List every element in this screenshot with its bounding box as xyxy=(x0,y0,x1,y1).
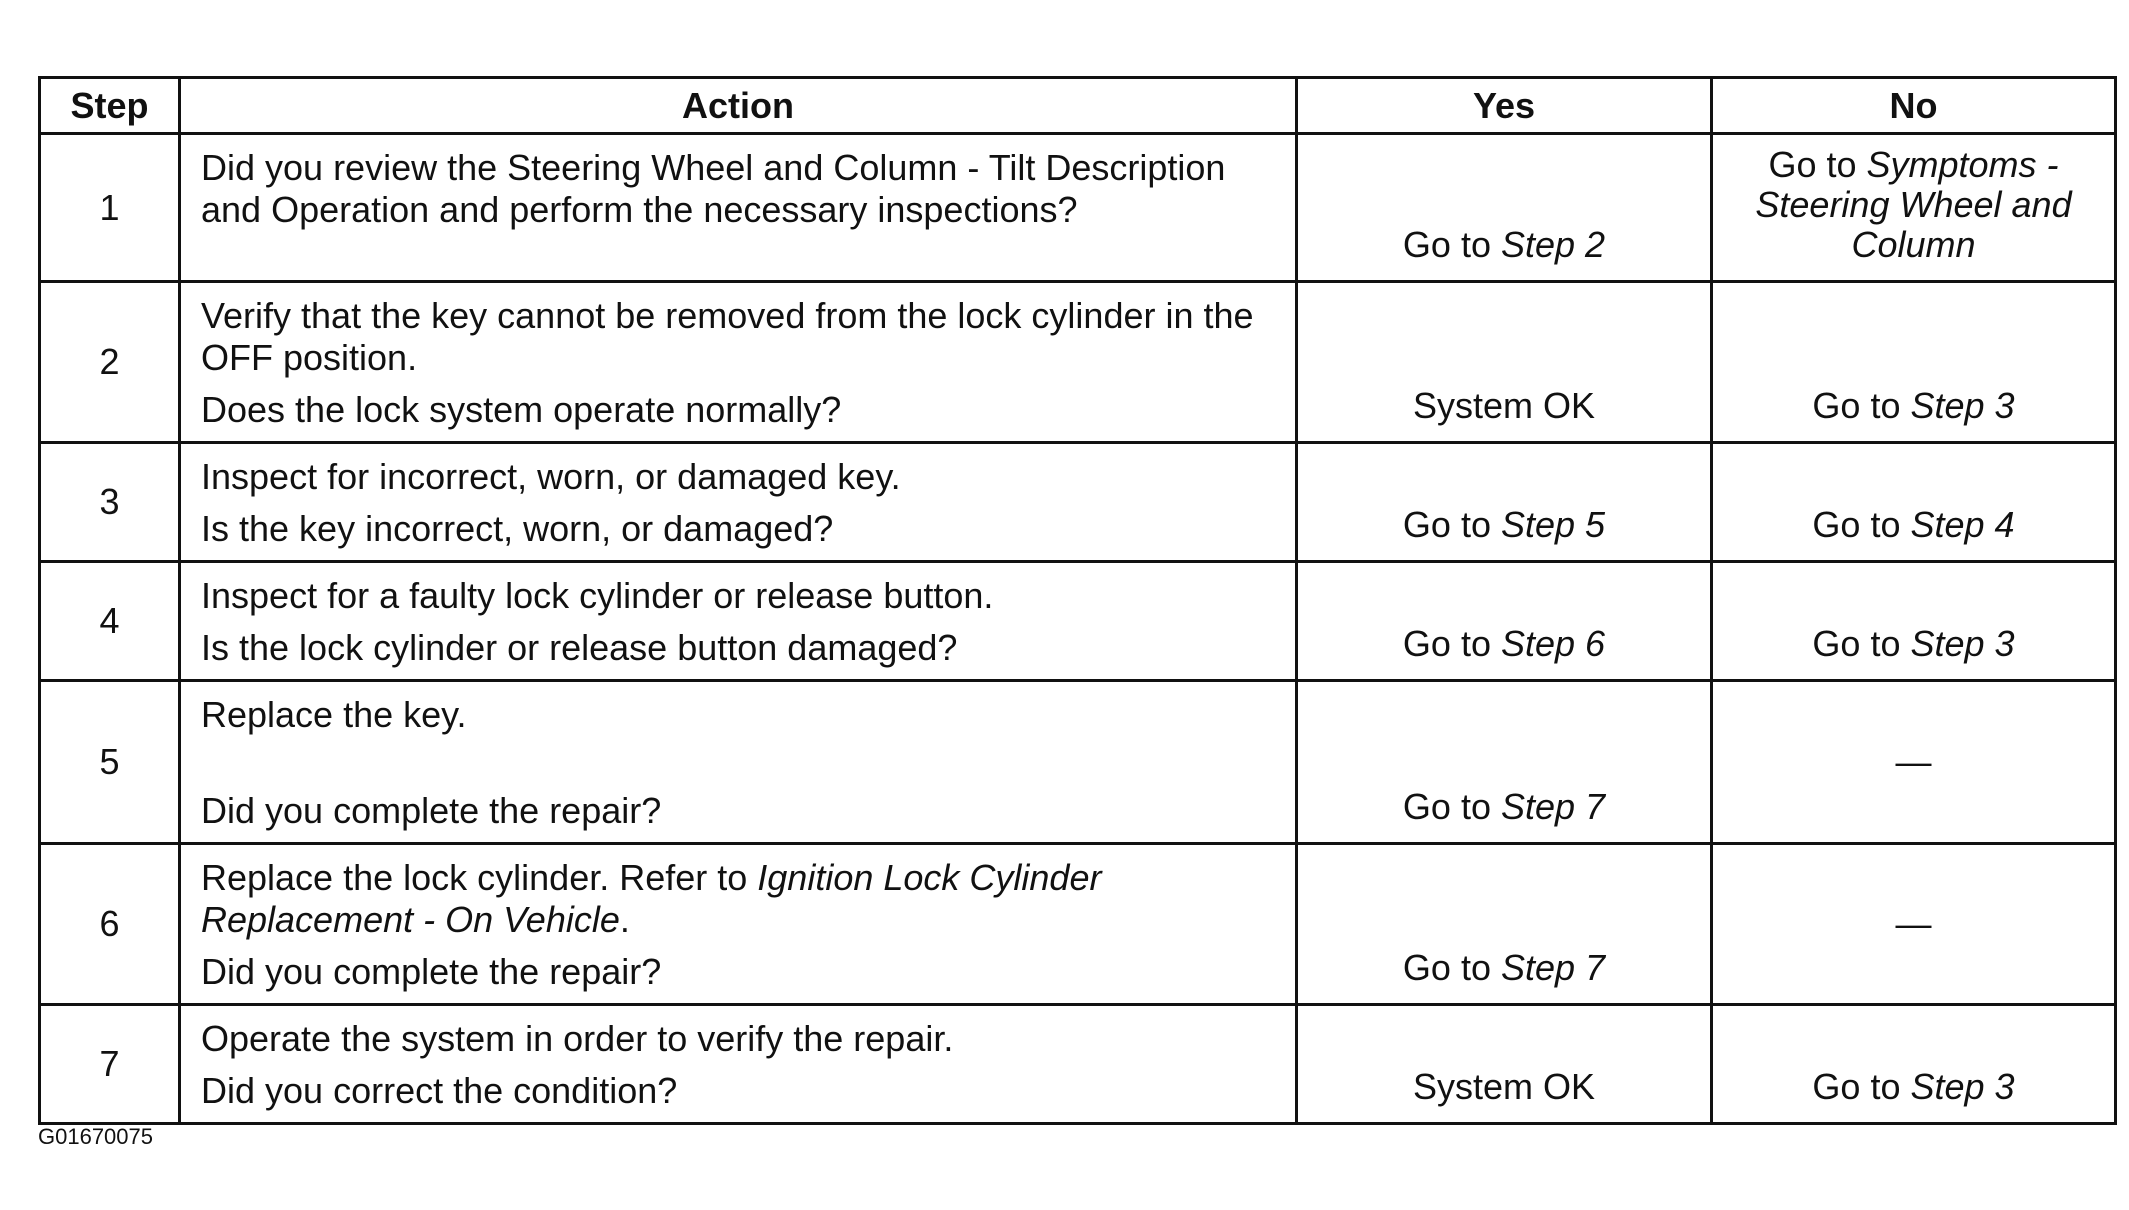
no-prefix: Go to xyxy=(1812,623,1911,664)
yes-prefix: Go to xyxy=(1402,786,1501,827)
table-row xyxy=(40,562,2116,681)
action-ref-procedure: Ignition Lock Cylinder Replacement - On Vehicle xyxy=(201,857,1102,940)
yes-cell xyxy=(1297,681,1712,844)
action-question: Is the lock cylinder or release button damaged? xyxy=(201,627,958,668)
diagnostic-table xyxy=(38,76,2117,1125)
no-cell xyxy=(1712,134,2116,282)
action-text: Replace the key. xyxy=(201,694,467,735)
action-question: Did you correct the condition? xyxy=(201,1070,678,1111)
step-number: 2 xyxy=(40,282,180,443)
yes-prefix: Go to xyxy=(1402,947,1501,988)
action-cell xyxy=(180,562,1297,681)
table-row xyxy=(40,134,2116,282)
no-cell xyxy=(1712,681,2116,844)
table-row xyxy=(40,282,2116,443)
table-row xyxy=(40,443,2116,562)
action-cell xyxy=(180,282,1297,443)
action-cell xyxy=(180,134,1297,282)
action-question: Is the key incorrect, worn, or damaged? xyxy=(201,508,834,549)
no-dash: — xyxy=(1895,903,1932,944)
action-text: Operate the system in order to verify the repair. xyxy=(201,1018,954,1059)
yes-text: System OK xyxy=(1412,1066,1596,1107)
header-yes: Yes xyxy=(1297,78,1712,134)
yes-step-ref: Step 7 xyxy=(1500,786,1606,827)
step-number: 3 xyxy=(40,443,180,562)
action-question: Did you complete the repair? xyxy=(201,790,662,831)
action-question: Did you complete the repair? xyxy=(201,951,662,992)
action-text: Verify that the key cannot be removed from the lock cylinder in the OFF position. xyxy=(201,295,1254,378)
table-row xyxy=(40,681,2116,844)
action-suffix: . xyxy=(619,899,630,940)
header-step: Step xyxy=(40,78,180,134)
step-number: 1 xyxy=(40,134,180,282)
yes-cell xyxy=(1297,562,1712,681)
yes-step-ref: Step 5 xyxy=(1500,504,1606,545)
no-ref-symptoms: Symptoms - Steering Wheel and Column xyxy=(1755,144,2072,265)
yes-prefix: Go to xyxy=(1402,224,1501,265)
action-text: Inspect for a faulty lock cylinder or release button. xyxy=(201,575,994,616)
no-prefix: Go to xyxy=(1812,504,1911,545)
yes-cell xyxy=(1297,134,1712,282)
no-cell xyxy=(1712,282,2116,443)
no-prefix: Go to xyxy=(1812,385,1911,426)
no-step-ref: Step 4 xyxy=(1910,504,2015,545)
step-number: 6 xyxy=(40,844,180,1005)
action-cell xyxy=(180,1005,1297,1124)
header-no: No xyxy=(1712,78,2116,134)
table-row xyxy=(40,1005,2116,1124)
step-number: 4 xyxy=(40,562,180,681)
no-prefix: Go to xyxy=(1812,1066,1911,1107)
header-action: Action xyxy=(180,78,1297,134)
no-step-ref: Step 3 xyxy=(1910,385,2015,426)
no-cell xyxy=(1712,562,2116,681)
action-cell xyxy=(180,443,1297,562)
no-step-ref: Step 3 xyxy=(1910,623,2015,664)
no-dash: — xyxy=(1895,741,1932,782)
yes-cell xyxy=(1297,1005,1712,1124)
action-text: Did you review the Steering Wheel and Column - Tilt Description and Operation and perform the necessary inspections? xyxy=(201,147,1226,230)
yes-step-ref: Step 6 xyxy=(1500,623,1606,664)
step-number: 5 xyxy=(40,681,180,844)
no-cell xyxy=(1712,844,2116,1005)
yes-prefix: Go to xyxy=(1402,504,1501,545)
no-cell xyxy=(1712,443,2116,562)
yes-step-ref: Step 2 xyxy=(1500,224,1606,265)
action-prefix: Replace the lock cylinder. Refer to xyxy=(201,857,758,898)
yes-cell xyxy=(1297,282,1712,443)
yes-cell xyxy=(1297,844,1712,1005)
yes-text: System OK xyxy=(1412,385,1596,426)
action-question: Does the lock system operate normally? xyxy=(201,389,842,430)
no-prefix: Go to xyxy=(1768,144,1867,185)
no-cell xyxy=(1712,1005,2116,1124)
action-text xyxy=(201,857,1285,941)
action-cell xyxy=(180,681,1297,844)
action-cell xyxy=(180,844,1297,1005)
action-text: Inspect for incorrect, worn, or damaged key. xyxy=(201,456,901,497)
yes-cell xyxy=(1297,443,1712,562)
step-number: 7 xyxy=(40,1005,180,1124)
table-header-row xyxy=(40,78,2116,134)
yes-prefix: Go to xyxy=(1402,623,1501,664)
no-text xyxy=(1713,135,2114,265)
table-row xyxy=(40,844,2116,1005)
no-step-ref: Step 3 xyxy=(1910,1066,2015,1107)
figure-id: G01670075 xyxy=(38,1124,153,1149)
yes-step-ref: Step 7 xyxy=(1500,947,1606,988)
